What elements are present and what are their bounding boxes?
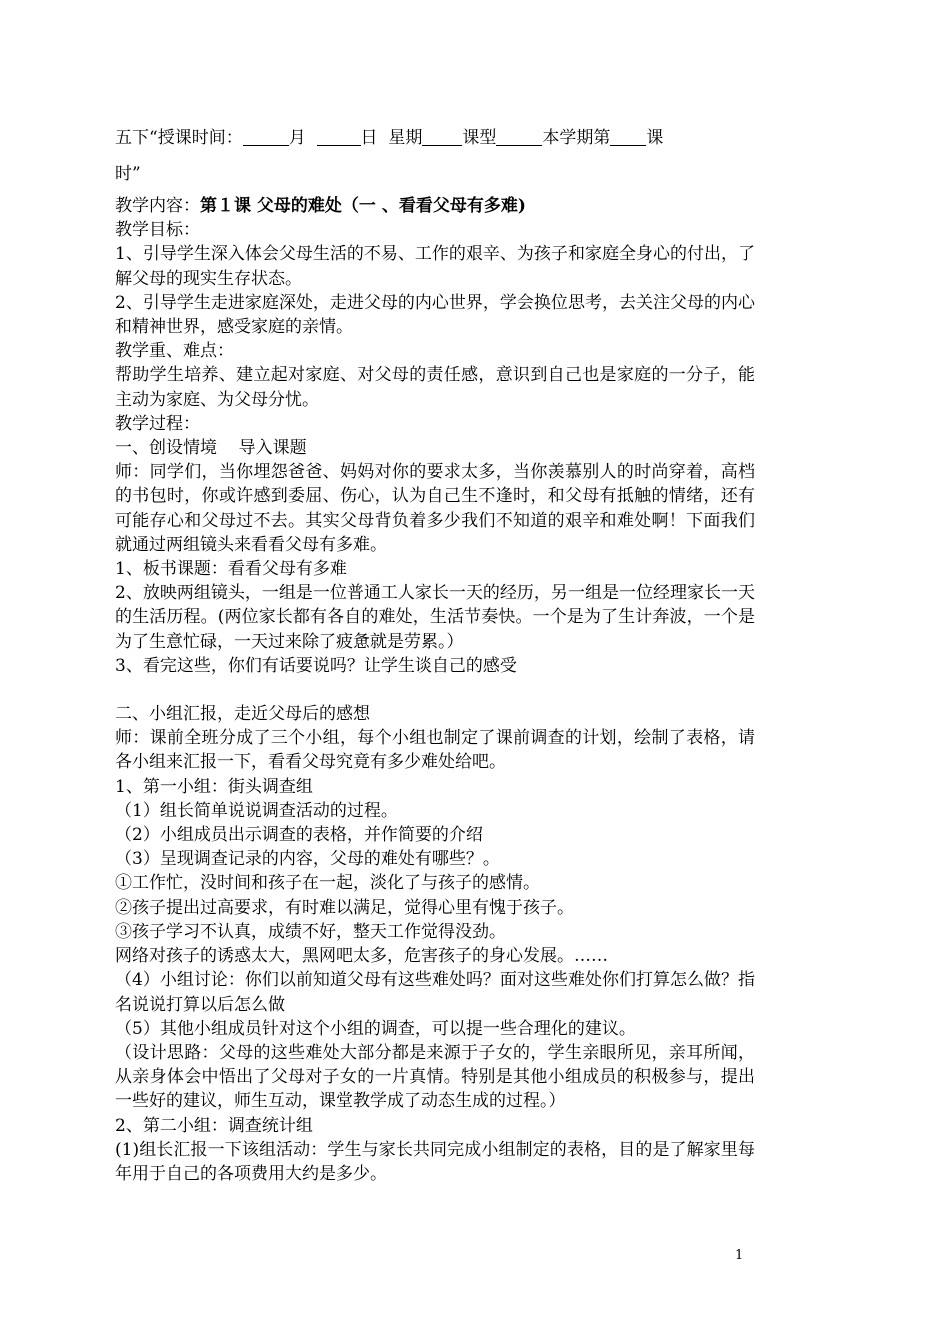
- text-line: （3）呈现调查记录的内容，父母的难处有哪些？。: [115, 849, 500, 870]
- lesson-title: 第１课 父母的难处（一 、看看父母有多难): [200, 196, 526, 216]
- text-line: 师：同学们，当你埋怨爸爸、妈妈对你的要求太多，当你羡慕别人的时尚穿着，高档的书包时，你或许感到委屈、伤心，认为自己生不逢时，和父母有抵触的情绪，还有可能存心和父母过不去。其实父母背负着多少我们不知道的艰辛和难处啊！下面我们就通过两组镜头来看看父母有多难。: [115, 462, 755, 555]
- text-line: 1、引导学生深入体会父母生活的不易、工作的艰辛、为孩子和家庭全身心的付出，了解父母的现实生存状态。: [115, 244, 755, 289]
- header-prefix: 五下“授课时间：: [115, 128, 243, 148]
- text-line: ①工作忙，没时间和孩子在一起，淡化了与孩子的感情。: [115, 873, 540, 894]
- content-line: [115, 194, 755, 218]
- text-line: （5）其他小组成员针对这个小组的调查，可以提一些合理化的建议。: [115, 1018, 636, 1039]
- text-line: 1、板书课题：看看父母有多难: [115, 559, 347, 580]
- header-semester: 本学期第: [542, 128, 611, 148]
- header-lesson-type: 课型: [462, 128, 497, 148]
- header-period-end: 时”: [115, 164, 141, 184]
- text-line: 教学重、难点：: [115, 341, 234, 362]
- text-line: 教学目标：: [115, 220, 200, 241]
- header-period: 课: [646, 128, 664, 148]
- content-label: 教学内容：: [115, 196, 200, 216]
- month-blank: [243, 126, 289, 146]
- weekday-blank: [422, 126, 462, 146]
- lesson-type-blank: [496, 126, 542, 146]
- header-weekday: 星期: [388, 128, 423, 148]
- text-line: （设计思路：父母的这些难处大部分都是来源于子女的，学生亲眼所见，亲耳所闻，从亲身体会中悟出了父母对子女的一片真情。特别是其他小组成员的积极参与，提出一些好的建议，师生互动，课堂教学成了动态生成的过程。）: [115, 1042, 755, 1112]
- text-line: 教学过程：: [115, 413, 200, 434]
- text-line: 二、小组汇报，走近父母后的感想: [115, 704, 370, 725]
- text-line: 网络对孩子的诱惑太大，黑网吧太多，危害孩子的身心发展。……: [115, 946, 608, 967]
- text-line: 帮助学生培养、建立起对家庭、对父母的责任感，意识到自己也是家庭的一分子，能主动为家庭、为父母分忧。: [115, 365, 755, 410]
- header-day: 日: [360, 128, 378, 148]
- text-line: 1、第一小组：街头调查组: [115, 776, 313, 797]
- text-line: 2、放映两组镜头，一组是一位普通工人家长一天的经历，另一组是一位经理家长一天的生活历程。(两位家长都有各自的难处，生活节奏快。一个是为了生计奔波，一个是为了生意忙碌，一天过来除了疲惫就是劳累。）: [115, 583, 755, 652]
- text-line: 2、引导学生走进家庭深处，走进父母的内心世界，学会换位思考，去关注父母的内心和精神世界，感受家庭的亲情。: [115, 292, 755, 338]
- document-page: [115, 120, 755, 1186]
- text-line: 师：课前全班分成了三个小组，每个小组也制定了课前调查的计划，绘制了表格，请各小组来汇报一下，看看父母究竟有多少难处给吧。: [115, 728, 755, 773]
- header-month: 月: [288, 128, 306, 148]
- text-line: （4）小组讨论：你们以前知道父母有这些难处吗？面对这些难处你们打算怎么做？指名说说打算以后怎么做: [115, 970, 755, 1015]
- page-number: 1: [735, 1248, 744, 1263]
- day-blank: [317, 126, 361, 146]
- period-blank: [610, 126, 646, 146]
- text-line: 3、看完这些，你们有话要说吗？让学生谈自己的感受: [115, 655, 517, 676]
- lesson-header: [115, 120, 755, 192]
- text-line: （2）小组成员出示调查的表格，并作简要的介绍: [115, 825, 483, 846]
- text-line: (1)组长汇报一下该组活动：学生与家长共同完成小组制定的表格，目的是了解家里每年用于自己的各项费用大约是多少。: [115, 1139, 755, 1184]
- text-line: ②孩子提出过高要求，有时难以满足，觉得心里有愧于孩子。: [115, 897, 574, 918]
- text-line: 一、创设情境 导入课题: [115, 438, 307, 459]
- text-line: 2、第二小组：调查统计组: [115, 1115, 313, 1136]
- text-line: ③孩子学习不认真，成绩不好，整天工作觉得没劲。: [115, 921, 506, 942]
- paragraph-gap: [115, 678, 755, 702]
- text-line: （1）组长简单说说调查活动的过程。: [115, 800, 398, 821]
